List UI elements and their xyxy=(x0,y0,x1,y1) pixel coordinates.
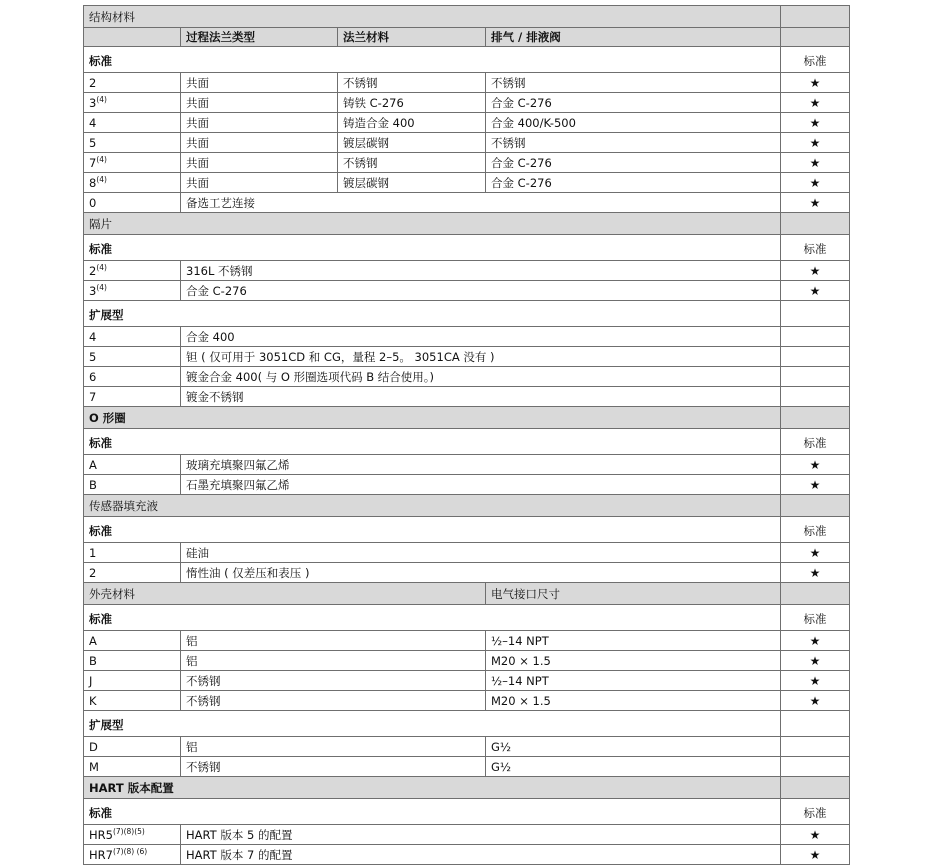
star-icon: ★ xyxy=(781,173,850,193)
subheader-label: 标准 xyxy=(84,429,781,455)
footnote-ref: (4) xyxy=(96,154,107,164)
option-code: 2 xyxy=(89,263,97,278)
star-icon: ★ xyxy=(781,691,850,711)
option-description: 合金 400 xyxy=(181,327,781,347)
table-row xyxy=(84,455,850,475)
option-description: 玻璃充填聚四氟乙烯 xyxy=(181,455,781,475)
subheader-label: 标准 xyxy=(84,799,781,825)
table-row xyxy=(84,387,850,407)
star-icon: ★ xyxy=(781,261,850,281)
option-code: A xyxy=(84,631,181,651)
table-row xyxy=(84,367,850,387)
star-icon: ★ xyxy=(781,193,850,213)
subheader-standard xyxy=(84,47,850,73)
star-icon: ★ xyxy=(781,671,850,691)
star-icon: ★ xyxy=(781,281,850,301)
model-code-table xyxy=(83,5,850,865)
flange-type: 共面 xyxy=(181,93,338,113)
option-description: 石墨充填聚四氟乙烯 xyxy=(181,475,781,495)
section-title: 外壳材料 xyxy=(84,583,486,605)
housing-material: 不锈钢 xyxy=(181,691,486,711)
star-icon: ★ xyxy=(781,475,850,495)
option-description: 硅油 xyxy=(181,543,781,563)
standard-label: 标准 xyxy=(781,605,850,631)
table-row xyxy=(84,651,850,671)
table-row xyxy=(84,347,850,367)
conduit-size: M20 × 1.5 xyxy=(486,691,781,711)
option-code: 8 xyxy=(89,175,97,190)
section-hart-config xyxy=(84,777,850,799)
star-icon: ★ xyxy=(781,455,850,475)
subheader-label: 扩展型 xyxy=(84,711,781,737)
conduit-size: G½ xyxy=(486,757,781,777)
option-description: 合金 C-276 xyxy=(181,281,781,301)
section-structural-materials xyxy=(84,6,850,28)
option-description: 镀金合金 400( 与 O 形圈选项代码 B 结合使用。) xyxy=(181,367,781,387)
table-row xyxy=(84,261,850,281)
table-row xyxy=(84,671,850,691)
flange-material: 铸铁 C-276 xyxy=(338,93,486,113)
star-icon: ★ xyxy=(781,543,850,563)
option-code: K xyxy=(84,691,181,711)
star-icon: ★ xyxy=(781,93,850,113)
option-code: B xyxy=(84,475,181,495)
option-code: HR5 xyxy=(89,827,113,842)
flange-type: 共面 xyxy=(181,153,338,173)
standard-label: 标准 xyxy=(781,235,850,261)
option-code: 4 xyxy=(89,115,97,130)
star-icon: ★ xyxy=(781,845,850,865)
section-title: 传感器填充液 xyxy=(84,495,781,517)
section-title: 结构材料 xyxy=(84,6,781,28)
option-code: 5 xyxy=(89,135,97,150)
drain-vent: 合金 C-276 xyxy=(486,153,781,173)
table-row xyxy=(84,757,850,777)
footnote-ref: (4) xyxy=(96,262,107,272)
star-icon: ★ xyxy=(781,825,850,845)
table-row xyxy=(84,113,850,133)
footnote-ref: (4) xyxy=(96,94,107,104)
option-code: 3 xyxy=(89,95,97,110)
footnote-ref: (4) xyxy=(96,174,107,184)
star-icon: ★ xyxy=(781,113,850,133)
flange-material: 不锈钢 xyxy=(338,153,486,173)
flange-type: 共面 xyxy=(181,173,338,193)
flange-material: 镀层碳钢 xyxy=(338,173,486,193)
subheader-label: 标准 xyxy=(84,47,781,73)
conduit-size: M20 × 1.5 xyxy=(486,651,781,671)
option-code: 2 xyxy=(84,563,181,583)
option-code: 1 xyxy=(84,543,181,563)
table-row xyxy=(84,543,850,563)
housing-material: 不锈钢 xyxy=(181,757,486,777)
conduit-size: G½ xyxy=(486,737,781,757)
table-row xyxy=(84,93,850,113)
drain-vent: 合金 400/K-500 xyxy=(486,113,781,133)
table-row xyxy=(84,281,850,301)
flange-material: 铸造合金 400 xyxy=(338,113,486,133)
table-row xyxy=(84,173,850,193)
footnote-ref: (7)(8)(5) xyxy=(112,826,145,836)
flange-type: 共面 xyxy=(181,113,338,133)
drain-vent: 合金 C-276 xyxy=(486,93,781,113)
option-description: 镀金不锈钢 xyxy=(181,387,781,407)
option-code: 5 xyxy=(84,347,181,367)
option-description: 惰性油 ( 仅差压和表压 ) xyxy=(181,563,781,583)
star-icon: ★ xyxy=(781,133,850,153)
standard-label: 标准 xyxy=(781,429,850,455)
table-row xyxy=(84,631,850,651)
standard-label: 标准 xyxy=(781,517,850,543)
section-title: O 形圈 xyxy=(84,407,781,429)
option-code: M xyxy=(84,757,181,777)
housing-material: 铝 xyxy=(181,737,486,757)
conduit-size: ½–14 NPT xyxy=(486,671,781,691)
table-row xyxy=(84,737,850,757)
option-description: 钽 ( 仅可用于 3051CD 和 CG，量程 2–5。 3051CA 没有 ) xyxy=(181,347,781,367)
housing-material: 铝 xyxy=(181,631,486,651)
option-code: B xyxy=(84,651,181,671)
column-header-row xyxy=(84,28,850,47)
option-code: 0 xyxy=(84,193,181,213)
col-flange-material: 法兰材料 xyxy=(338,28,486,47)
housing-material: 不锈钢 xyxy=(181,671,486,691)
subheader-expanded xyxy=(84,711,850,737)
section-title: 隔片 xyxy=(84,213,781,235)
footnote-ref: (4) xyxy=(96,282,107,292)
section-isolating-diaphragm xyxy=(84,213,850,235)
section-title: HART 版本配置 xyxy=(84,777,781,799)
option-code: D xyxy=(84,737,181,757)
subheader-label: 扩展型 xyxy=(84,301,781,327)
option-description: HART 版本 7 的配置 xyxy=(181,845,781,865)
subheader-standard xyxy=(84,429,850,455)
table-row xyxy=(84,475,850,495)
option-code: 7 xyxy=(84,387,181,407)
option-code: 2 xyxy=(89,75,97,90)
option-code: 7 xyxy=(89,155,97,170)
star-icon: ★ xyxy=(781,73,850,93)
subheader-label: 标准 xyxy=(84,605,781,631)
flange-type: 共面 xyxy=(181,73,338,93)
option-code: A xyxy=(84,455,181,475)
flange-material: 不锈钢 xyxy=(338,73,486,93)
col-drain-vent: 排气 / 排液阀 xyxy=(486,28,781,47)
table-row xyxy=(84,825,850,845)
option-code: 3 xyxy=(89,283,97,298)
drain-vent: 合金 C-276 xyxy=(486,173,781,193)
section-o-ring xyxy=(84,407,850,429)
star-icon: ★ xyxy=(781,651,850,671)
star-icon: ★ xyxy=(781,631,850,651)
option-code: HR7 xyxy=(89,847,113,862)
star-icon: ★ xyxy=(781,563,850,583)
flange-type: 共面 xyxy=(181,133,338,153)
standard-label: 标准 xyxy=(781,799,850,825)
drain-vent: 不锈钢 xyxy=(486,73,781,93)
table-row xyxy=(84,193,850,213)
subheader-standard xyxy=(84,605,850,631)
subheader-label: 标准 xyxy=(84,235,781,261)
table-row xyxy=(84,73,850,93)
standard-label: 标准 xyxy=(781,47,850,73)
table-row xyxy=(84,563,850,583)
conduit-entry-header: 电气接口尺寸 xyxy=(486,583,781,605)
subheader-label: 标准 xyxy=(84,517,781,543)
star-icon: ★ xyxy=(781,153,850,173)
table-row xyxy=(84,845,850,865)
subheader-standard xyxy=(84,517,850,543)
option-description: 316L 不锈钢 xyxy=(181,261,781,281)
conduit-size: ½–14 NPT xyxy=(486,631,781,651)
option-description: 备选工艺连接 xyxy=(181,193,781,213)
option-description: HART 版本 5 的配置 xyxy=(181,825,781,845)
table-row xyxy=(84,133,850,153)
option-code: J xyxy=(84,671,181,691)
table-row xyxy=(84,327,850,347)
table-row xyxy=(84,153,850,173)
housing-material: 铝 xyxy=(181,651,486,671)
section-housing-material xyxy=(84,583,850,605)
option-code: 6 xyxy=(84,367,181,387)
subheader-standard xyxy=(84,799,850,825)
option-code: 4 xyxy=(84,327,181,347)
footnote-ref: (7)(8) (6) xyxy=(112,846,148,856)
section-fill-fluid xyxy=(84,495,850,517)
subheader-standard xyxy=(84,235,850,261)
drain-vent: 不锈钢 xyxy=(486,133,781,153)
col-flange-type: 过程法兰类型 xyxy=(181,28,338,47)
flange-material: 镀层碳钢 xyxy=(338,133,486,153)
table-row xyxy=(84,691,850,711)
subheader-expanded xyxy=(84,301,850,327)
